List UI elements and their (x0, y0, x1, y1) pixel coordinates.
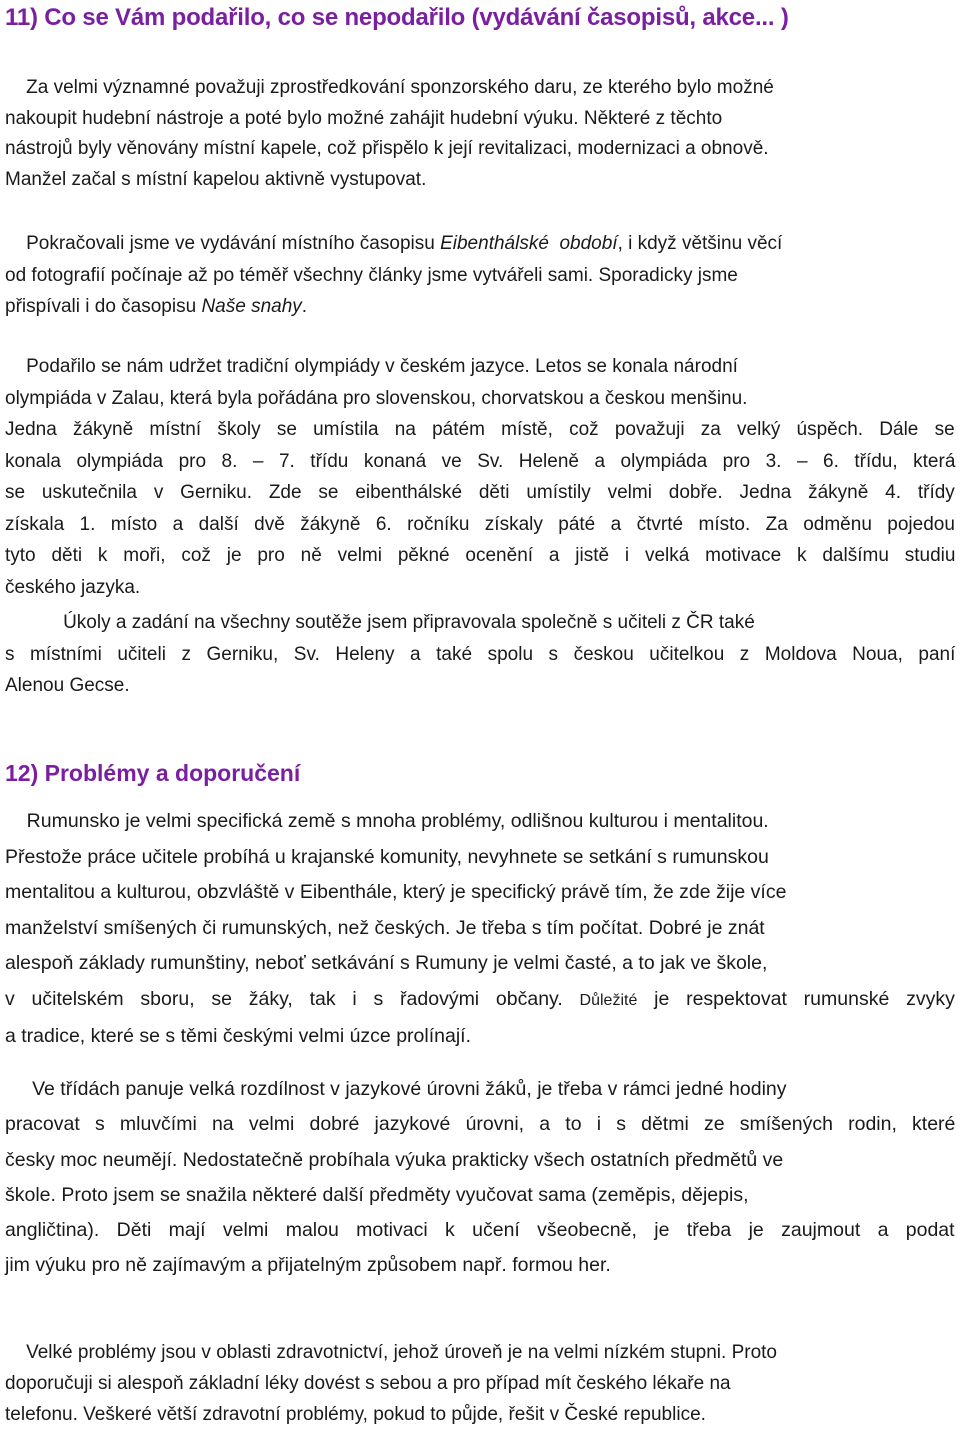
magazine-title-eibenthal: Eibenthálské období (440, 233, 618, 254)
text-line: jim výuku pro ně zajímavým a přijatelným způsobem např. formou her. (5, 1254, 611, 1277)
text-line: Velké problémy jsou v oblasti zdravotnictví, jehož úroveň je na velmi nízkém stupni. Proto (5, 1342, 777, 1363)
text-line: Úkoly a zadání na všechny soutěže jsem připravovala společně s učiteli z ČR také (5, 612, 755, 633)
text-line: olympiáda v Zalau, která byla pořádána pro slovenskou, chorvatskou a českou menšinu. (5, 387, 748, 409)
small-text-run: Důležité (579, 991, 638, 1009)
text-line: konala olympiáda pro 8. – 7. třídu konaná ve Sv. Heleně a olympiáda pro 3. – 6. třídu, která (5, 450, 956, 472)
text-line (5, 291, 955, 323)
text-line: Manžel začal s místní kapelou aktivně vystupovat. (5, 168, 427, 190)
text-line: s místními učiteli z Gerniku, Sv. Heleny a také spolu s českou učitelkou z Moldova Noua, paní (5, 643, 956, 665)
text-line: česky moc neumějí. Nedostatečně probíhala výuka prakticky všech ostatních předmětů ve (5, 1148, 784, 1171)
text-line: manželství smíšených či rumunských, než českých. Je třeba s tím počítat. Dobré je znát (5, 916, 765, 939)
text-line: Jedna žákyně místní školy se umístila na pátém místě, což považuji za velký úspěch. Dále se (5, 419, 955, 440)
text-line: a tradice, které se s těmi českými velmi úzce prolínají. (5, 1024, 471, 1047)
text-line (5, 982, 955, 1019)
text-line: Přestože práce učitele probíhá u krajanské komunity, nevyhnete se setkání s rumunskou (5, 845, 769, 868)
section-11-paragraph-4 (5, 607, 955, 702)
section-12-paragraph-3 (5, 1337, 955, 1430)
text-line: nakoupit hudební nástroje a poté bylo možné zahájit hudební výuku. Některé z těchto (5, 107, 723, 129)
text-line (5, 228, 955, 260)
text-run: . (301, 296, 308, 317)
text-line: tyto děti k moři, což je pro ně velmi pěkné ocenění a jistě i velká motivace k dalšímu studiu (5, 545, 956, 566)
text-line: od fotografií počínaje až po téměř všechny články jsme vytvářeli sami. Sporadicky jsme (5, 264, 738, 286)
section-11-paragraph-1 (5, 73, 955, 195)
text-line: alespoň základy rumunštiny, neboť setkávání s Rumuny je velmi časté, a to jak ve škole, (5, 952, 768, 975)
section-11-heading: 11) Co se Vám podařilo, co se nepodařilo (vydávání časopisů, akce... ) (5, 4, 789, 31)
text-line: pracovat s mluvčími na velmi dobré jazykové úrovni, a to i s dětmi ze smíšených rodin, které (5, 1113, 956, 1136)
section-12-paragraph-1 (5, 804, 955, 1054)
text-line: doporučuji si alespoň základní léky dovést s sebou a pro případ mít českého lékaře na (5, 1373, 731, 1394)
text-run: , i když většinu věcí (617, 233, 783, 254)
text-line: mentalitou a kulturou, obzvláště v Eibenthále, který je specifický právě tím, že zde žije více (5, 881, 787, 904)
text-line: Za velmi významné považuji zprostředkování sponzorského daru, ze kterého bylo možné (5, 77, 774, 98)
section-11-paragraph-3 (5, 351, 955, 603)
text-line: Podařilo se nám udržet tradiční olympiády v českém jazyce. Letos se konala národní (5, 356, 738, 377)
text-line: Rumunsko je velmi specifická země s mnoha problémy, odlišnou kulturou i mentalitou. (5, 810, 769, 832)
text-line: nástrojů byly věnovány místní kapele, což přispělo k její revitalizaci, modernizaci a obnově. (5, 138, 769, 159)
text-line: Alenou Gecse. (5, 675, 130, 696)
text-line: škole. Proto jsem se snažila některé další předměty vyučovat sama (zeměpis, dějepis, (5, 1183, 749, 1206)
text-line: angličtina). Děti mají velmi malou motivaci k učení všeobecně, je třeba je zaujmout a podat (5, 1219, 955, 1242)
text-line: získala 1. místo a další dvě žákyně 6. ročníku získaly páté a čtvrté místo. Za odměnu pojedou (5, 513, 955, 535)
text-line: českého jazyka. (5, 576, 141, 598)
magazine-title-nase-snahy: Naše snahy (201, 296, 302, 317)
section-11-paragraph-2 (5, 228, 955, 323)
text-run: v učitelském sboru, se žáky, tak i s řadovými občany. (5, 987, 580, 1010)
section-12-heading: 12) Problémy a doporučení (5, 760, 301, 786)
text-line: Ve třídách panuje velká rozdílnost v jazykové úrovni žáků, je třeba v rámci jedné hodiny (5, 1078, 787, 1100)
section-12-paragraph-2 (5, 1072, 955, 1284)
text-run: přispívali i do časopisu (5, 296, 202, 317)
text-line: telefonu. Veškeré větší zdravotní problémy, pokud to půjde, řešit v České republice. (5, 1404, 706, 1425)
text-run: Pokračovali jsme ve vydávání místního časopisu (5, 233, 441, 254)
text-line: se uskutečnila v Gerniku. Zde se eibenthálské děti umístily velmi dobře. Jedna žákyně 4. třídy (5, 482, 955, 503)
text-run: je respektovat rumunské zvyky (637, 987, 955, 1010)
